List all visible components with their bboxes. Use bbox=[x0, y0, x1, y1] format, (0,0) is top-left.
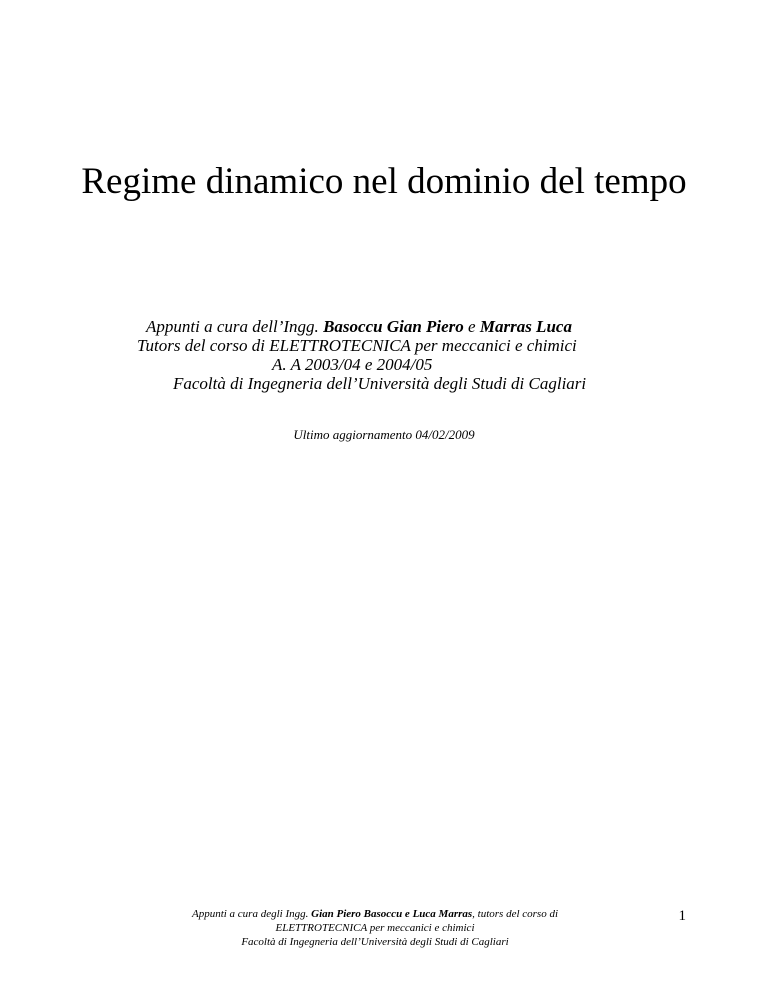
authors-line bbox=[100, 317, 660, 336]
footer-course-line: ELETTROTECNICA per meccanici e chimici bbox=[275, 922, 475, 934]
author-name: Marras Luca bbox=[479, 317, 572, 336]
last-update-note: Ultimo aggiornamento 04/02/2009 bbox=[293, 427, 475, 442]
authors-block bbox=[100, 317, 660, 393]
page-number: 1 bbox=[678, 908, 686, 924]
authors-prefix: Appunti a cura dell’Ingg. bbox=[146, 317, 324, 336]
academic-year-line: A. A 2003/04 e 2004/05 bbox=[272, 355, 433, 374]
page-title: Regime dinamico nel dominio del tempo bbox=[81, 161, 687, 202]
authors-conjunction: e bbox=[463, 317, 480, 336]
footer-suffix: , tutors del corso di bbox=[472, 908, 559, 920]
course-line: Tutors del corso di ELETTROTECNICA per meccanici e chimici bbox=[137, 336, 577, 355]
footer-faculty-line: Facoltà di Ingegneria dell’Università degli Studi di Cagliari bbox=[241, 936, 509, 948]
footer-prefix: Appunti a cura degli Ingg. bbox=[191, 908, 312, 920]
footer-line bbox=[110, 907, 640, 921]
author-name: Basoccu Gian Piero bbox=[323, 317, 464, 336]
faculty-line: Facoltà di Ingegneria dell’Università degli Studi di Cagliari bbox=[173, 374, 587, 393]
footer-authors: Gian Piero Basoccu e Luca Marras bbox=[311, 908, 473, 920]
page-footer bbox=[110, 907, 640, 949]
